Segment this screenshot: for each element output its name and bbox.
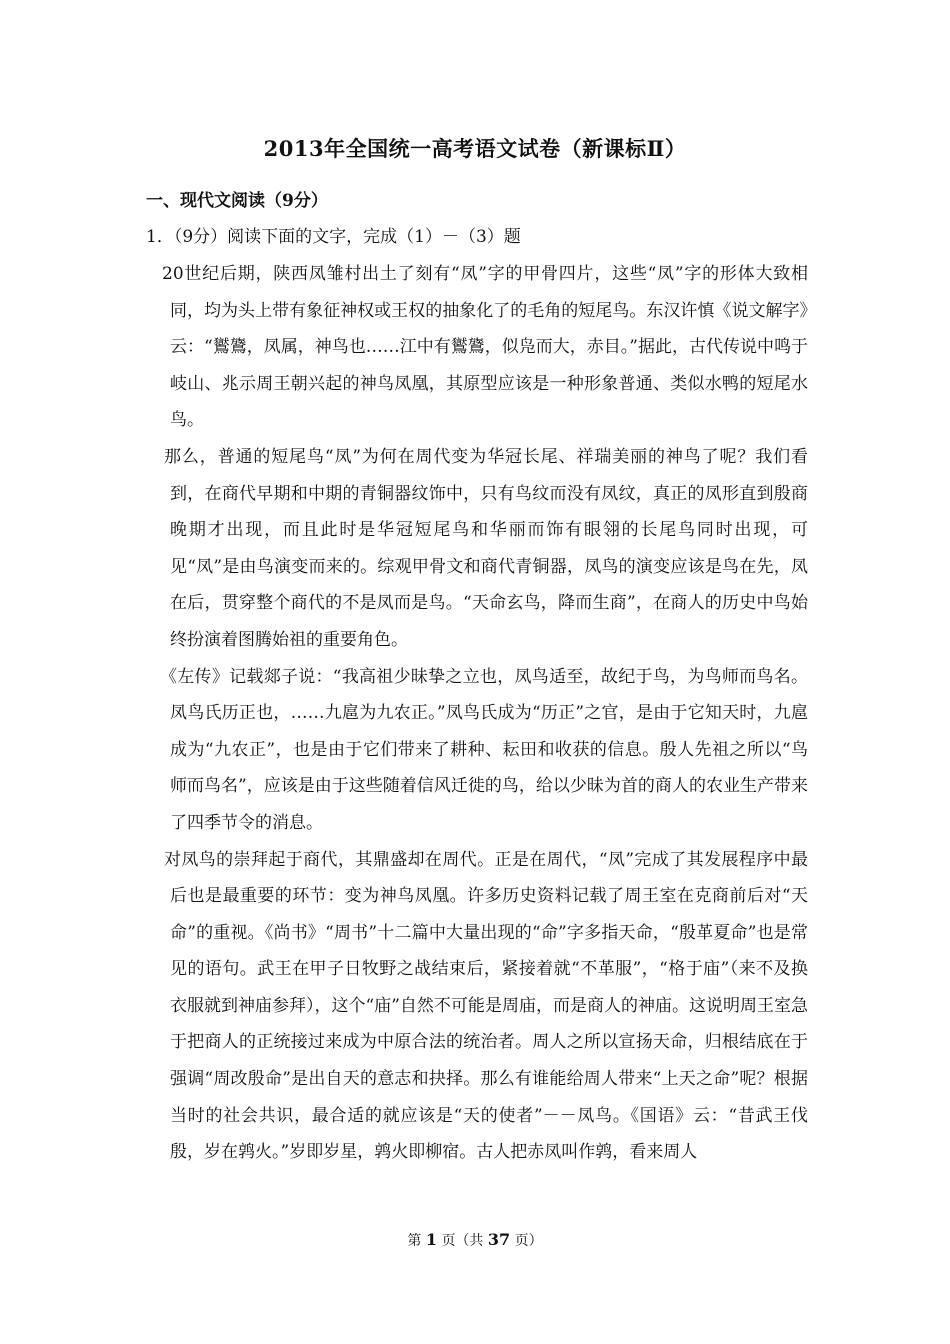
passage-paragraph: 《左传》记载郯子说：“我高祖少昧挚之立也，凤鸟适至，故纪于鸟，为鸟师而鸟名。凤鸟氏历正也，……九扈为九农正。”凤鸟氏成为“历正”之官，是由于它知天时，九扈成为“九农正”，也是由于它们带来了耕种、耘田和收获的信息。殷人先祖之所以“鸟师而鸟名”，应该是由于这些随着信风迁徙的鸟，给以少昧为首的商人的农业生产带来了四季节令的消息。 xyxy=(160,666,808,833)
footer-suffix: 页） xyxy=(514,1233,543,1249)
passage-paragraph: 那么，普通的短尾鸟“凤”为何在周代变为华冠长尾、祥瑞美丽的神鸟了呢？我们看到，在商代早期和中期的青铜器纹饰中，只有鸟纹而没有凤纹，真正的凤形直到殷商晚期才出现，而且此时是华冠短尾鸟和华丽而饰有眼翎的长尾鸟同时出现，可见“凤”是由鸟演变而来的。综观甲骨文和商代青铜器，凤鸟的演变应该是鸟在先，凤在后，贯穿整个商代的不是凤而是鸟。“天命玄鸟，降而生商”，在商人的历史中鸟始终扮演着图腾始祖的重要角色。 xyxy=(164,446,808,650)
reading-passage xyxy=(146,256,808,1171)
footer-prefix: 第 xyxy=(407,1233,422,1249)
footer-middle: 页（共 xyxy=(441,1233,484,1249)
exam-title: 2013年全国统一高考语文试卷（新课标Ⅱ） xyxy=(263,136,687,161)
question-stem: 1．（9分）阅读下面的文字，完成（1）－（3）题 xyxy=(146,227,521,247)
passage-paragraph: 对凤鸟的崇拜起于商代，其鼎盛却在周代。正是在周代，“凤”完成了其发展程序中最后也是最重要的环节：变为神鸟凤凰。许多历史资料记载了周王室在克商前后对“天命”的重视。《尚书》“周书”十二篇中大量出现的“命”字多指天命，“殷革夏命”也是常见的语句。武王在甲子日牧野之战结束后，紧接着就“不革服”，“格于庙”（来不及换衣服就到神庙参拜），这个“庙”自然不可能是周庙，而是商人的神庙。这说明周王室急于把商人的正统接过来成为中原合法的统治者。周人之所以宣扬天命，归根结底在于强调“周改殷命”是出自天的意志和抉择。那么有谁能给周人带来“上天之命”呢？根据当时的社会共识，最合适的就应该是“天的使者”－－凤鸟。《国语》云：“昔武王伐殷，岁在鹑火。”岁即岁星，鹑火即柳宿。古人把赤凤叫作鹑，看来周人 xyxy=(164,849,808,1163)
section-heading: 一、现代文阅读（9分） xyxy=(146,191,328,211)
page-footer xyxy=(0,1230,950,1250)
footer-page-number: 1 xyxy=(425,1230,437,1249)
passage-paragraph: 20世纪后期，陕西凤雏村出土了刻有“凤”字的甲骨四片，这些“凤”字的形体大致相同，均为头上带有象征神权或王权的抽象化了的毛角的短尾鸟。东汉许慎《说文解字》云：“鸑鷟，凤属，神鸟也……江中有鸑鷟，似凫而大，赤目。”据此，古代传说中鸣于岐山、兆示周王朝兴起的神鸟凤凰，其原型应该是一种形象普通、类似水鸭的短尾水鸟。 xyxy=(162,264,808,431)
footer-total-pages: 37 xyxy=(487,1230,511,1249)
